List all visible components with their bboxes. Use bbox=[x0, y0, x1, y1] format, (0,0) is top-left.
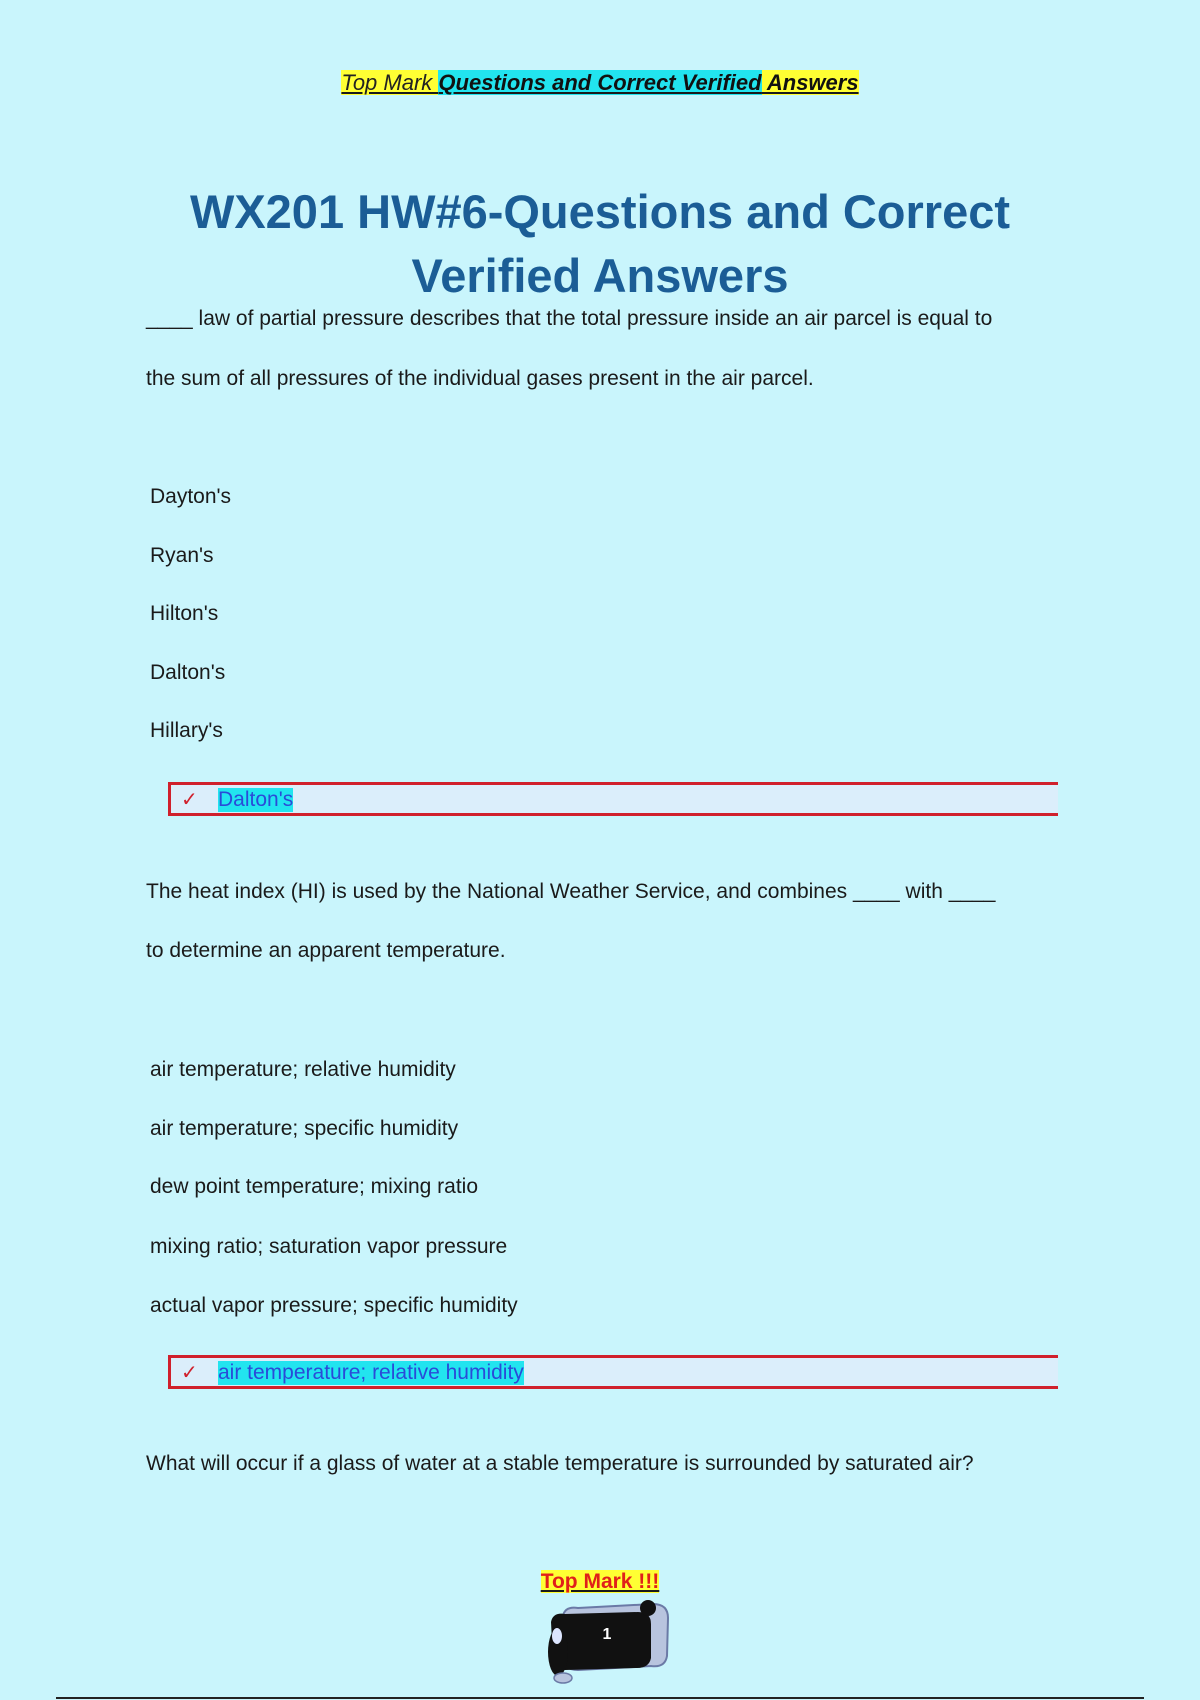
question-2-option: dew point temperature; mixing ratio bbox=[150, 1175, 478, 1198]
bottom-divider bbox=[56, 1697, 1144, 1699]
document-header bbox=[0, 70, 1200, 96]
question-1-line-2: the sum of all pressures of the individual gases present in the air parcel. bbox=[146, 367, 814, 390]
question-2-option: mixing ratio; saturation vapor pressure bbox=[150, 1235, 508, 1258]
question-2-line-2: to determine an apparent temperature. bbox=[146, 939, 506, 962]
check-icon: ✓ bbox=[181, 1362, 198, 1384]
question-2-answer-box bbox=[168, 1355, 1058, 1389]
title-line-1: WX201 HW#6-Questions and Correct bbox=[189, 185, 1011, 238]
page-title bbox=[0, 180, 1200, 308]
page-number: 1 bbox=[602, 1626, 612, 1643]
check-icon: ✓ bbox=[181, 789, 198, 811]
header-questions-text: Questions and Correct Verified bbox=[438, 70, 762, 95]
question-1-option: Ryan's bbox=[150, 544, 214, 567]
question-1-answer: Dalton's bbox=[218, 788, 294, 811]
page-number-badge bbox=[543, 1596, 673, 1686]
question-1-option: Dalton's bbox=[150, 661, 226, 684]
question-2-option: air temperature; specific humidity bbox=[150, 1117, 459, 1140]
header-answers-text: Answers bbox=[761, 70, 859, 95]
question-1-option: Hillary's bbox=[150, 719, 223, 742]
footer-label bbox=[0, 1570, 1200, 1594]
question-1-line-1: ____ law of partial pressure describes that the total pressure inside an air parcel is equal to bbox=[146, 307, 993, 330]
question-2-answer: air temperature; relative humidity bbox=[218, 1361, 524, 1384]
question-2-option: actual vapor pressure; specific humidity bbox=[150, 1294, 518, 1317]
question-1-option: Dayton's bbox=[150, 485, 232, 508]
header-top-mark: Top Mark bbox=[341, 70, 439, 95]
footer-top-mark-text: Top Mark !!! bbox=[540, 1570, 660, 1593]
question-3-line-1: What will occur if a glass of water at a stable temperature is surrounded by saturated air? bbox=[146, 1452, 974, 1475]
question-1-answer-box bbox=[168, 782, 1058, 816]
title-line-2: Verified Answers bbox=[411, 249, 789, 302]
question-2-option: air temperature; relative humidity bbox=[150, 1058, 456, 1081]
question-2-line-1: The heat index (HI) is used by the National Weather Service, and combines ____ with ____ bbox=[146, 880, 996, 903]
question-1-option: Hilton's bbox=[150, 602, 219, 625]
